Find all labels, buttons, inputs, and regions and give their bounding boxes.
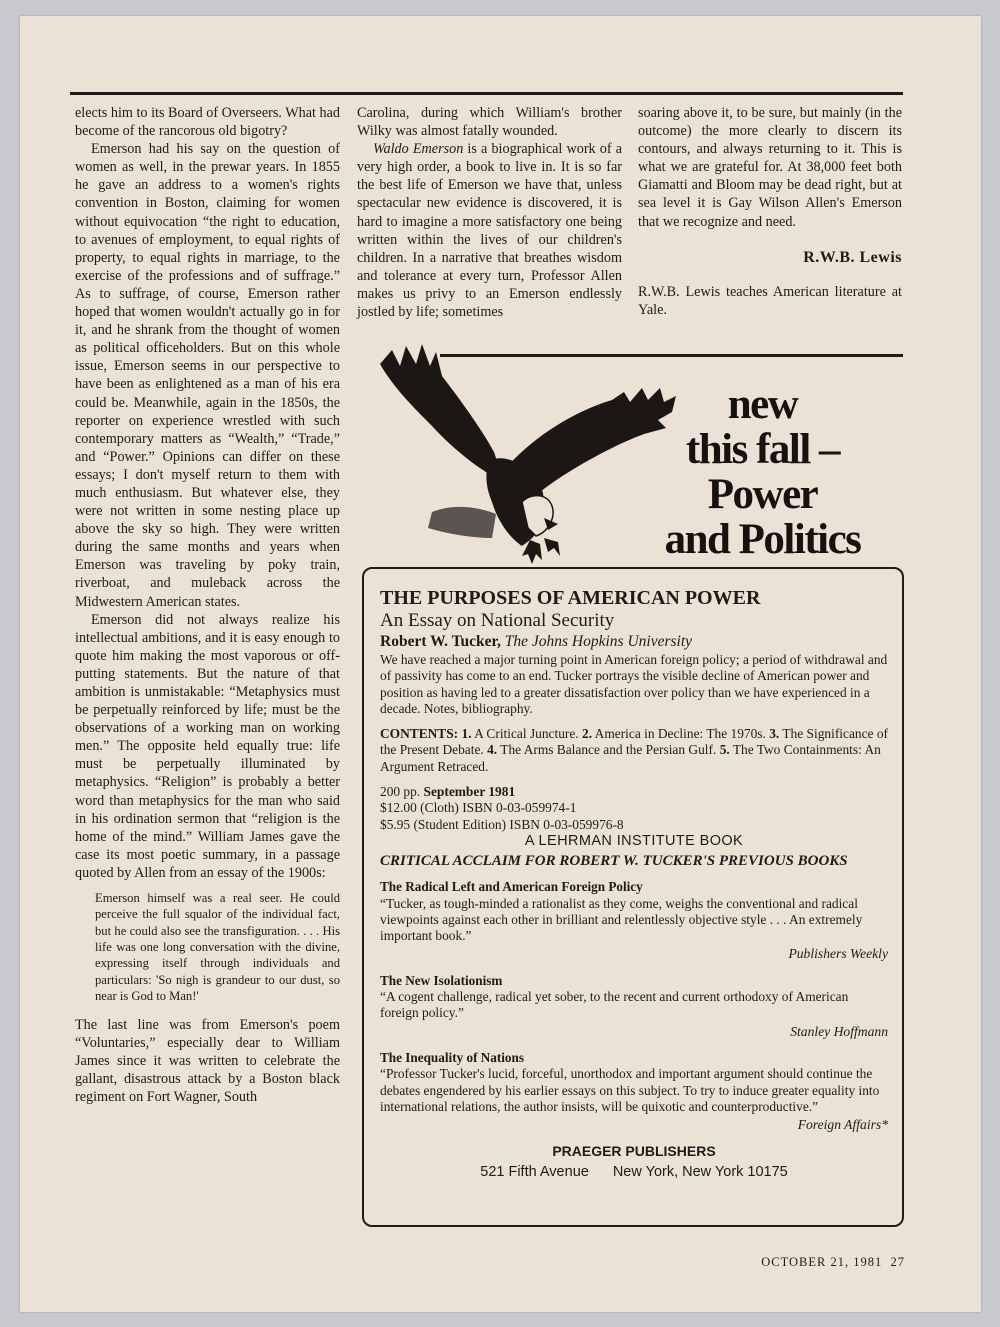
book-description: We have reached a major turning point in American foreign policy; a period of withdrawal and of passivity has come to an end. Tucker portrays the visible decline of American power and position as having led to a greater dissatisfaction over policy than we have experienced in a decade. Notes, bibliography. (380, 652, 888, 716)
article-paragraph: Carolina, during which William's brother Wilky was almost fatally wounded. (357, 105, 622, 140)
headline-line: Power (707, 471, 818, 518)
contents-item: America in Decline: The 1970s. (594, 726, 766, 742)
book-ad-box (362, 567, 904, 1227)
eagle-illustration (372, 342, 682, 568)
contents-num: 2. (582, 726, 593, 742)
headline-line: and Politics (664, 516, 861, 563)
article-column-3 (638, 104, 902, 319)
address-street: 521 Fifth Avenue (480, 1163, 589, 1180)
review-source: Stanley Hoffmann (790, 1023, 888, 1039)
author-bio: R.W.B. Lewis teaches American literature at Yale. (638, 283, 902, 318)
book-title: THE PURPOSES OF AMERICAN POWER (380, 587, 761, 609)
headline-line: this fall – (685, 426, 840, 473)
review-quote: “Professor Tucker's lucid, forceful, unorthodox and important argument should continue the debates engendered by his earlier essays on this subject. To try to induce greater equality into international relations, the author insists, will be quixotic and counterproductive.” (380, 1066, 880, 1114)
review-quote: “A cogent challenge, radical yet sober, to the recent and current orthodoxy of American foreign policy.” (380, 989, 849, 1021)
article-paragraph (357, 140, 622, 321)
article-paragraph: The last line was from Emerson's poem “Voluntaries,” especially dear to William James since it was written to celebrate the gallant, disastrous attack by a Boston black regiment on Fort Wagner, South (75, 1017, 340, 1106)
contents-item: The Two Containments: An Argument Retraced. (380, 742, 881, 774)
book-author (380, 632, 888, 652)
publisher-name: PRAEGER PUBLISHERS (552, 1143, 716, 1160)
book-pages (380, 784, 888, 800)
page-number: 27 (890, 1255, 905, 1269)
top-rule (70, 92, 903, 95)
paragraph-text: is a biographical work of a very high order, a book to live in. It is so far the best life of Emerson we have that, unless spectacular new evidence is discovered, it is hard to imagine a more satisfactory one being written within the lives of our children's children. In a narrative that breathes wisdom and tolerance at every turn, Professor Allen makes us privy to an Emerson endlessly jostled by life; sometimes (357, 141, 622, 321)
contents-label: CONTENTS: (380, 726, 459, 742)
review-book-title: The Radical Left and American Foreign Policy (380, 879, 643, 895)
contents-num: 5. (719, 742, 730, 758)
book-subtitle: An Essay on National Security (380, 610, 615, 631)
page-count: 200 pp. (380, 784, 421, 800)
author-affiliation: The Johns Hopkins University (504, 633, 693, 650)
publisher-address (380, 1164, 888, 1180)
headline-line: new (727, 381, 798, 428)
book-contents (380, 726, 888, 775)
contents-item: The Significance of the Present Debate. (380, 726, 888, 758)
acclaim-heading: CRITICAL ACCLAIM FOR ROBERT W. TUCKER'S PREVIOUS BOOKS (380, 853, 848, 870)
ad-headline (640, 382, 885, 562)
price-cloth: $12.00 (Cloth) ISBN 0-03-059974-1 (380, 800, 577, 816)
issue-date: OCTOBER 21, 1981 (761, 1255, 883, 1269)
author-signature: R.W.B. Lewis (803, 248, 902, 266)
page-footer (761, 1255, 905, 1270)
contents-item: The Arms Balance and the Persian Gulf. (500, 742, 717, 758)
price-student: $5.95 (Student Edition) ISBN 0-03-059976-8 (380, 816, 624, 832)
author-name: Robert W. Tucker, (380, 633, 501, 650)
contents-item: A Critical Juncture. (474, 726, 579, 742)
article-column-1 (75, 104, 340, 1107)
review-source: Foreign Affairs* (797, 1117, 888, 1133)
article-paragraph: elects him to its Board of Overseers. What had become of the rancorous old bigotry? (75, 105, 340, 140)
review-book-title: The Inequality of Nations (380, 1049, 524, 1065)
contents-num: 1. (461, 726, 472, 742)
article-paragraph: Emerson had his say on the question of women as well, in the prewar years. In 1855 he gave an address to a women's rights convention in Boston, claiming for women without equivocation “the right to education, to avenues of employment, to equal rights of property, to equal rights in marriage, to the exercise of the professions and of suffrage.” As to suffrage, of course, Emerson rather hoped that women wouldn't actually go in for it, and he shrank from the thought of women as political officeholders. But on this whole issue, Emerson seems in our perspective to have been as enlightened as a man of his era could be. Meanwhile, again in the 1850s, the reporter on experience wrestled with such contemporary matters as “Wealth,” “Trade,” and “Power.” Opinions can differ on these essays; I don't myself return to them with much enthusiasm. But whatever else, they were not written in some nesting place up above the sky so high. They were written during the same months and years when Emerson was traveling by poky train, riverboat, and muleback across the Midwestern American states. (75, 141, 340, 610)
review-book-title: The New Isolationism (380, 972, 503, 988)
article-paragraph: soaring above it, to be sure, but mainly (in the outcome) the more clearly to discern its contours, and always returning to it. This is what we are grateful for. At 38,000 feet both Giamatti and Bloom may be dead right, but at sea level it is Gay Wilson Allen's Emerson that we recognize and need. (638, 105, 902, 230)
contents-num: 4. (487, 742, 498, 758)
article-column-2 (357, 104, 622, 321)
book-title-italic: Waldo Emerson (373, 141, 464, 158)
review-source: Publishers Weekly (788, 946, 888, 962)
address-city: New York, New York 10175 (612, 1163, 788, 1180)
article-paragraph: Emerson did not always realize his intellectual ambitions, and it is easy enough to quote him making the most vaporous or off-putting statements. But the nature of that ambition is unmistakable: “Metaphysics must be perpetually reinforced by life; must be the observations of a working man on working men.” The opposite held equally true: life must be perpetually illuminated by metaphysics. “Religion” is probably a better word than metaphysics for the man who said in his ordination sermon that “religion is the home of the mind.” William James gave the case its most poetic summary, in a passage quoted by Allen from an essay of the 1900s: (75, 611, 340, 881)
contents-num: 3. (769, 726, 780, 742)
institute-label: A LEHRMAN INSTITUTE BOOK (524, 832, 744, 849)
review-quote: “Tucker, as tough-minded a rationalist as they come, weighs the conventional and radical viewpoints against each other in brilliant and relentlessly objective style . . . An extremely important book.” (380, 895, 863, 944)
block-quote: Emerson himself was a real seer. He could perceive the full squalor of the individual fact, but he could also see the transfiguration. . . . His life was one long conversation with the divine, expressing itself through individuals and particulars: 'So nigh is grandeur to our dust, so near is God to Man!' (95, 891, 340, 1003)
publication-date: September 1981 (423, 784, 516, 800)
